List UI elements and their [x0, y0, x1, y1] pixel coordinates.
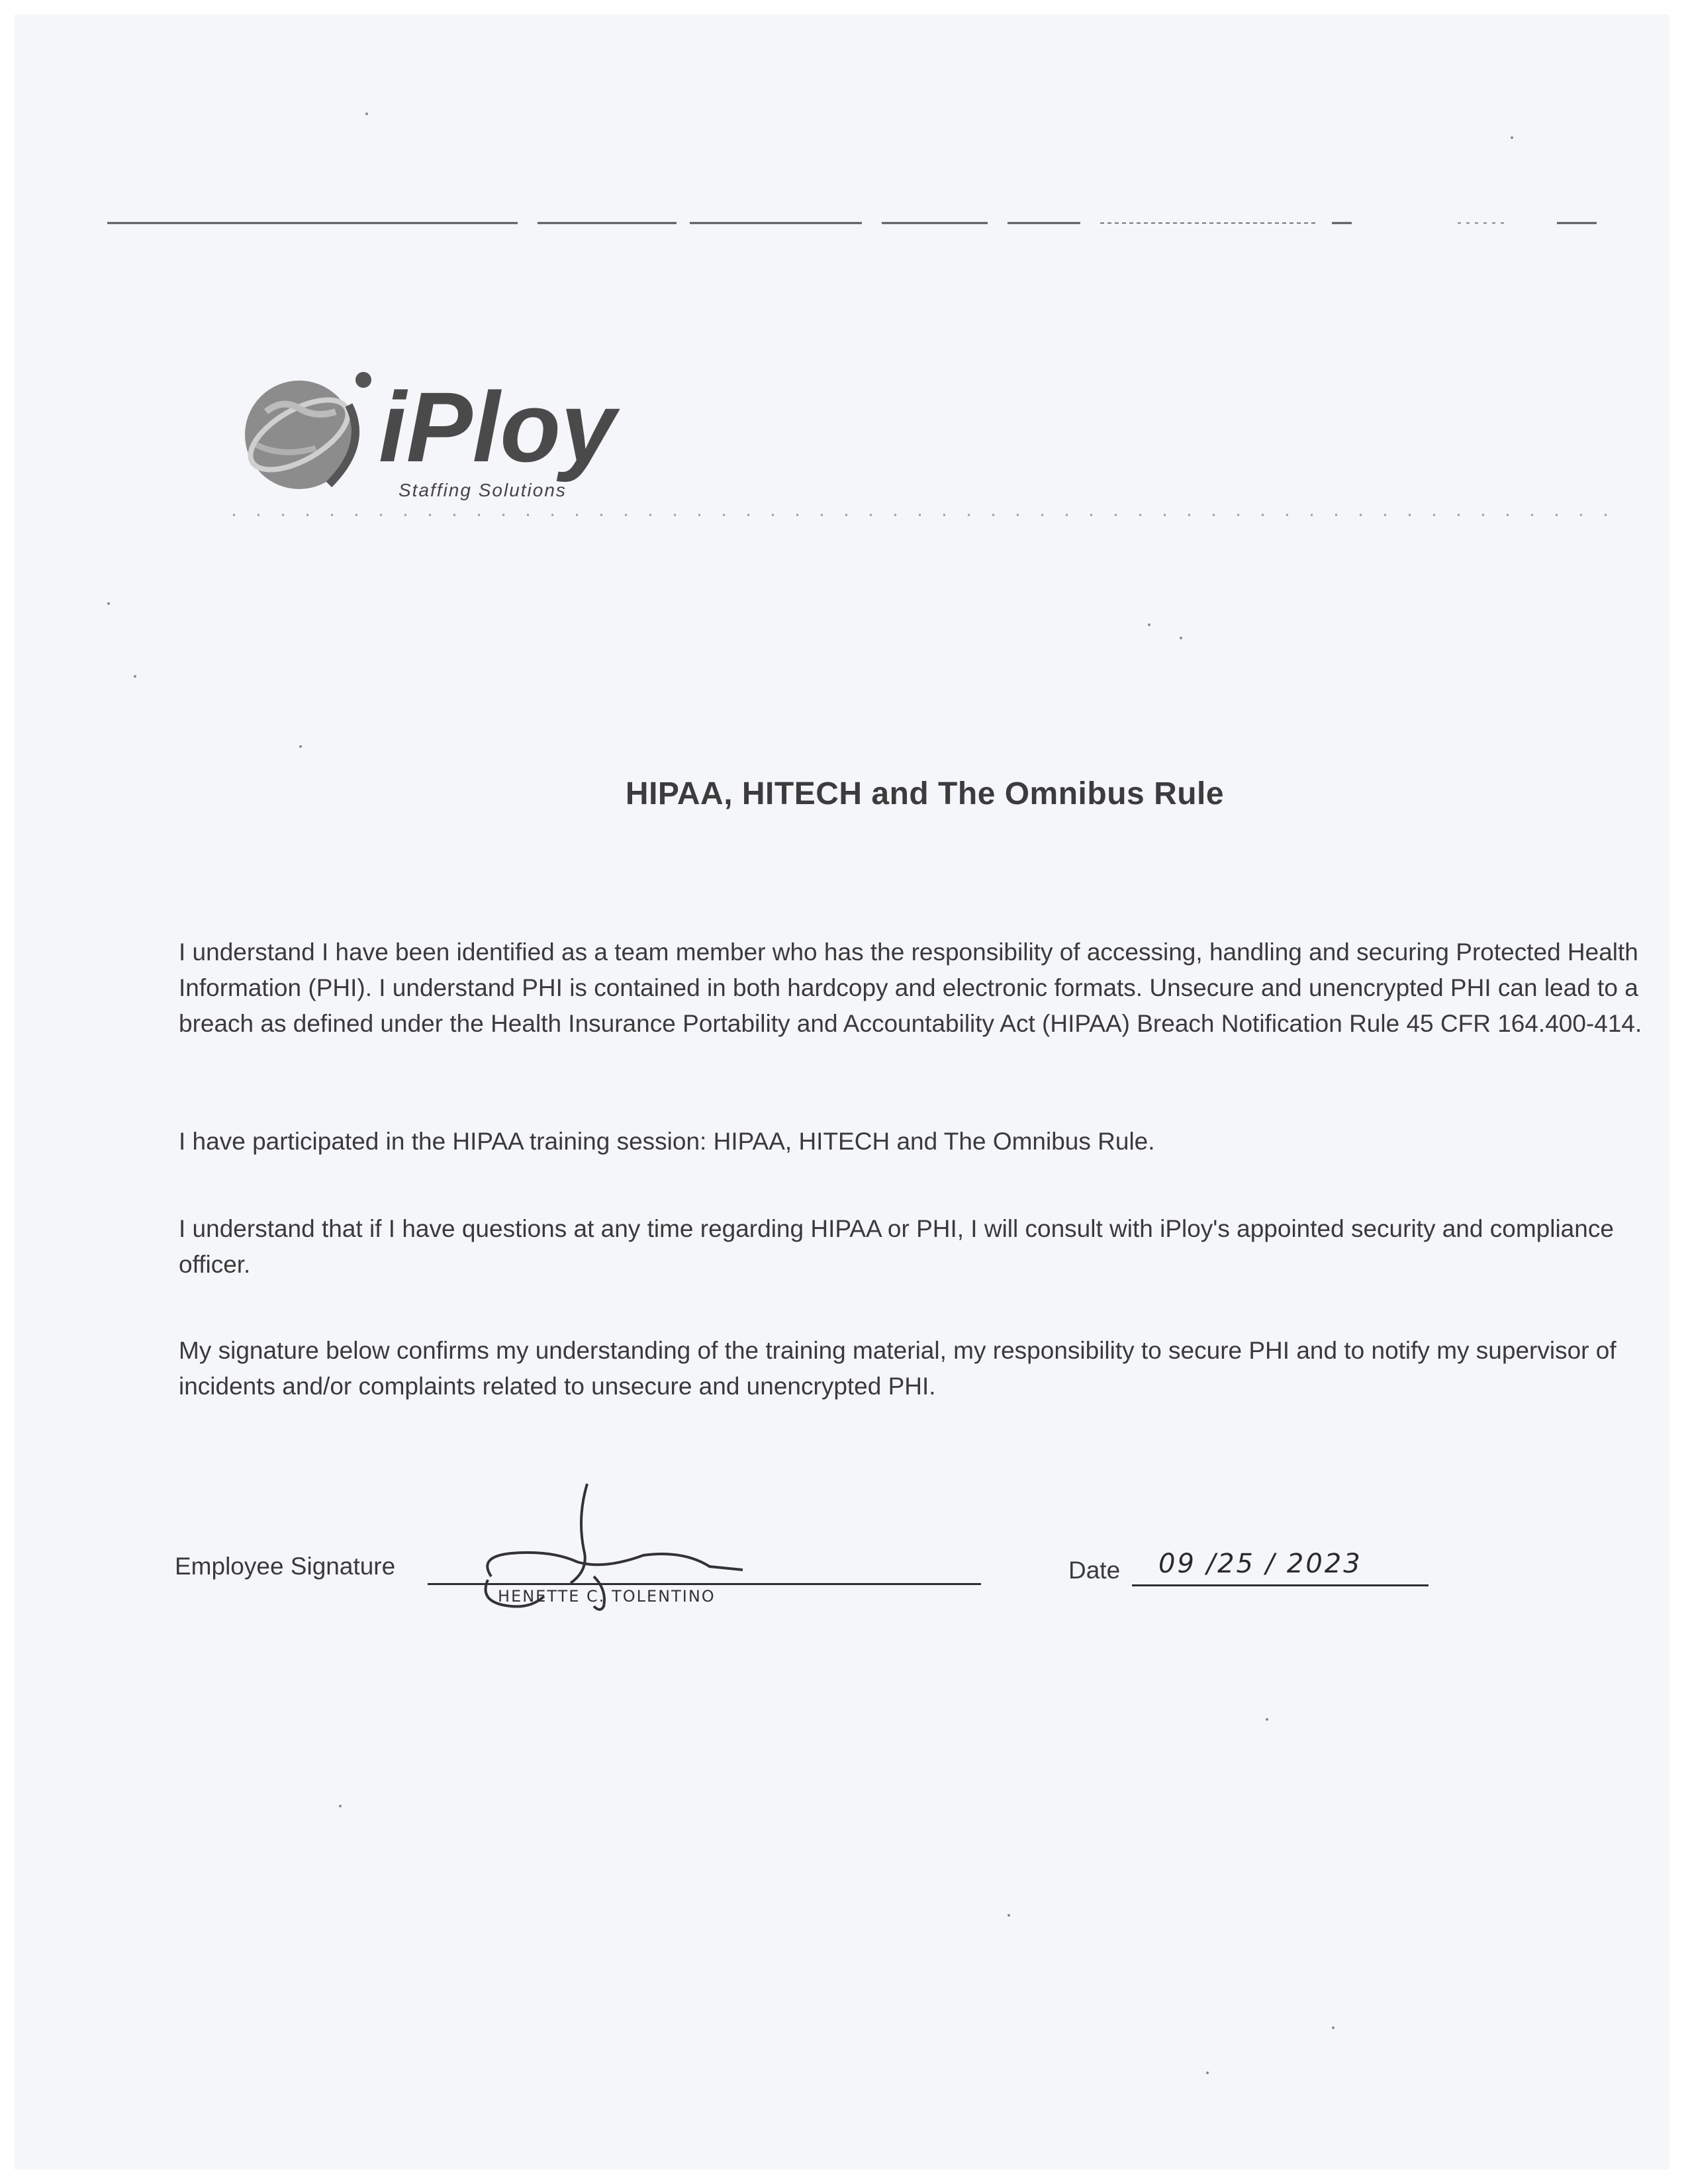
logo-tagline: Staffing Solutions — [399, 480, 567, 500]
date-line — [1132, 1584, 1429, 1586]
globe-icon — [240, 372, 371, 489]
scan-speck — [1008, 1914, 1010, 1917]
paragraph-questions: I understand that if I have questions at any time regarding HIPAA or PHI, I will consult with iPloy's appointed security and compliance officer. — [179, 1215, 1614, 1278]
scan-speck — [339, 1805, 342, 1807]
scan-speck — [299, 745, 302, 748]
logo-name: iPloy — [379, 371, 616, 482]
date-value: 09 /25 / 2023 — [1158, 1549, 1362, 1579]
document-page — [15, 15, 1669, 2169]
iploy-logo — [236, 345, 713, 518]
scan-speck — [1148, 623, 1150, 626]
employee-signature-label: Employee Signature — [175, 1553, 396, 1580]
scan-speck — [365, 113, 368, 115]
paragraph-signature-confirmation: My signature below confirms my understanding of the training material, my responsibility to secure PHI and to notify my supervisor of incidents and/or complaints related to unsecure and unencrypted PHI. — [179, 1337, 1617, 1400]
header-dots — [233, 512, 1610, 518]
scan-speck — [107, 602, 110, 605]
handwritten-signature — [471, 1477, 782, 1623]
scan-speck — [134, 675, 136, 678]
header-rule — [107, 221, 1597, 225]
paragraph-training: I have participated in the HIPAA training session: HIPAA, HITECH and The Omnibus Rule. — [179, 1128, 1155, 1155]
scan-speck — [1180, 637, 1182, 639]
scan-speck — [1266, 1718, 1268, 1721]
signature-printed-name: HENETTE C. TOLENTINO — [498, 1587, 716, 1606]
scan-speck — [1206, 2071, 1209, 2074]
date-label: Date — [1068, 1557, 1121, 1584]
scan-speck — [1332, 2026, 1335, 2029]
document-title: HIPAA, HITECH and The Omnibus Rule — [625, 776, 1225, 811]
paragraph-responsibility: I understand I have been identified as a team member who has the responsibility of accessing, handling and securing Protected Health Information (PHI). I understand PHI is contained in both hardcopy and electronic formats. Unsecure and unencrypted PHI can lead to a breach as defined under the Health Insurance Portability and Accountability Act (HIPAA) Breach Notification Rule 45 CFR 164.400-414. — [179, 938, 1642, 1037]
scan-speck — [1511, 136, 1513, 139]
